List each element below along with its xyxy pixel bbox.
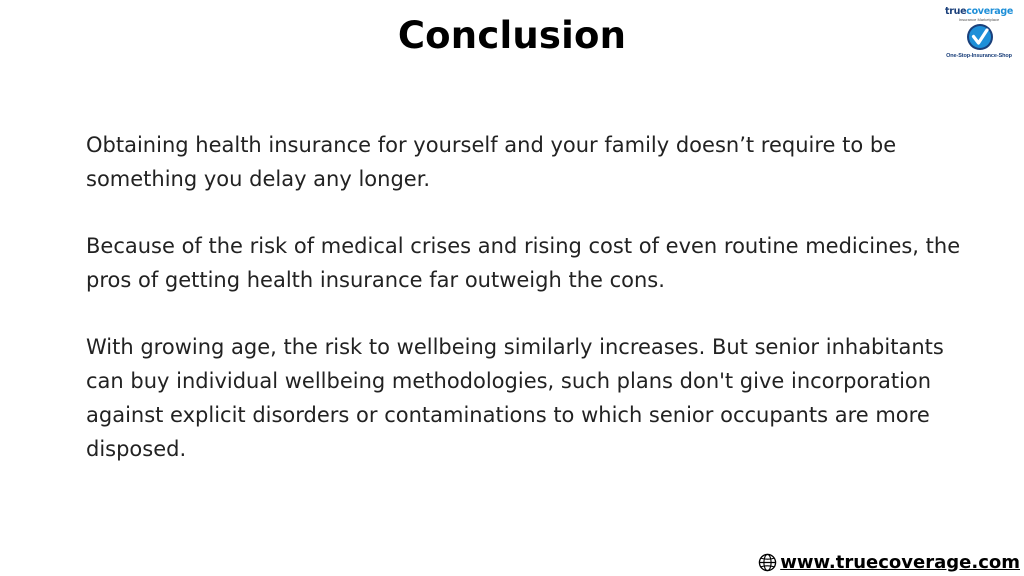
slide-title: Conclusion: [397, 14, 627, 57]
paragraph: Because of the risk of medical crises and rising cost of even routine medicines, the pros of getting health insurance far outweigh the cons.: [86, 234, 961, 292]
truecoverage-logo: [942, 4, 1016, 60]
globe-icon: [758, 553, 777, 572]
checkmark-circle-icon: [966, 23, 994, 51]
paragraph: Obtaining health insurance for yourself and your family doesn’t require to be something you delay any longer.: [86, 133, 897, 191]
logo-brand: [942, 6, 1016, 17]
logo-tagline: One-Stop-Insurance-Shop: [946, 53, 1012, 59]
logo-brand-part2: coverage: [966, 6, 1013, 17]
footer-link: [758, 550, 1020, 574]
website-link[interactable]: www.truecoverage.com: [780, 551, 1020, 573]
paragraph: With growing age, the risk to wellbeing similarly increases. But senior inhabitants can buy individual wellbeing methodologies, such plans don't give incorporation against explicit disorders or contaminations to which senior occupants are more disposed.: [86, 335, 944, 461]
logo-subtitle: Insurance Marketplace: [958, 17, 1000, 22]
slide-body: [86, 128, 966, 499]
logo-brand-part1: true: [945, 6, 967, 17]
